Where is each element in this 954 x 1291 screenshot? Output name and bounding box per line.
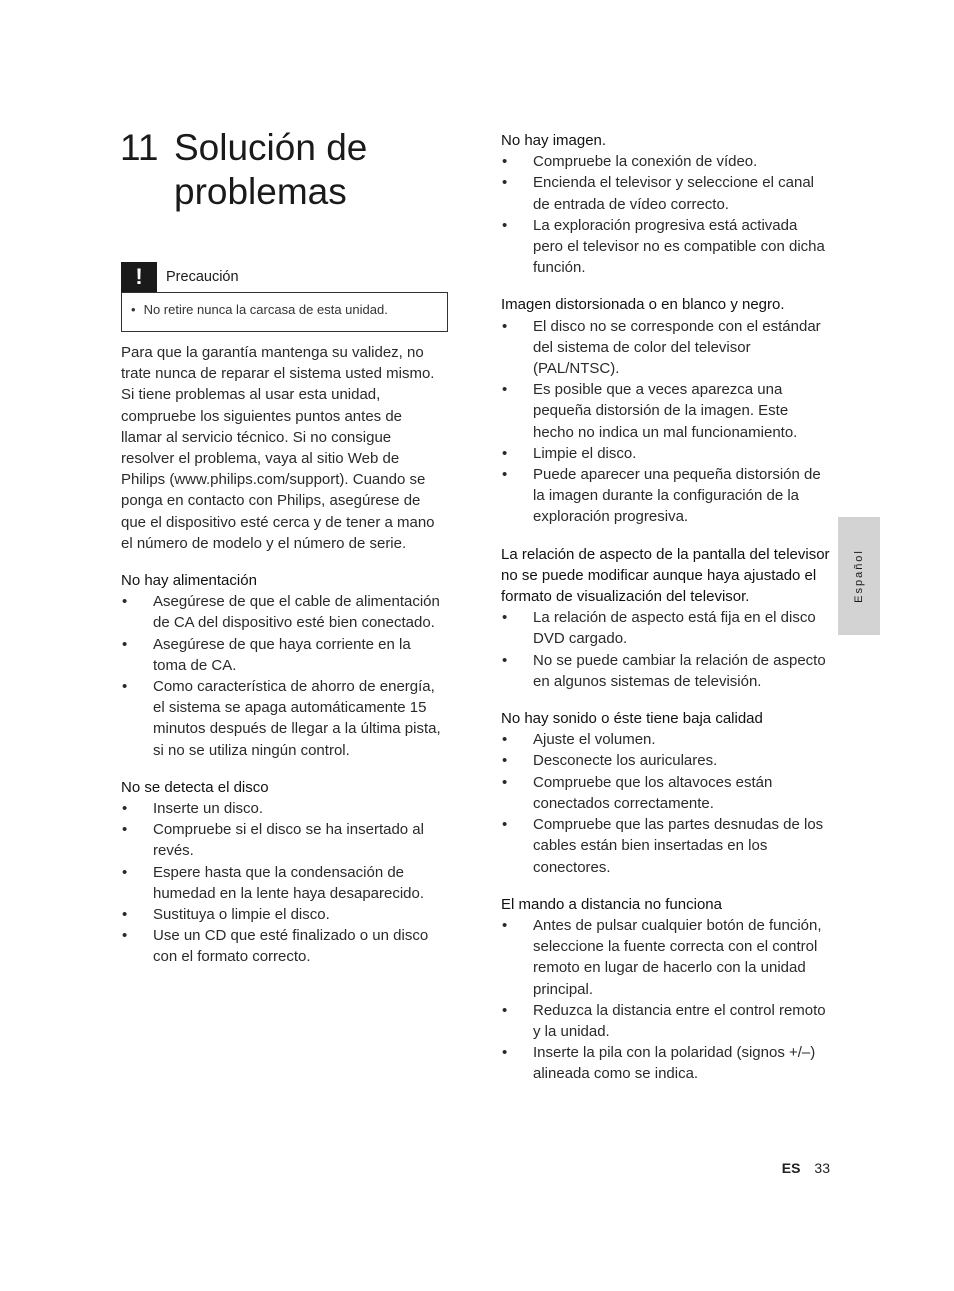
list-item: • Como característica de ahorro de energía, el sistema se apaga automáticamente 15 minutos después de llegar a la última pista, si no se utiliza ningún control. bbox=[121, 676, 447, 761]
bullet-list bbox=[501, 316, 831, 528]
list-item: • Desconecte los auriculares. bbox=[501, 750, 831, 771]
language-tab bbox=[838, 517, 880, 635]
list-item: • Asegúrese de que haya corriente en la toma de CA. bbox=[121, 634, 447, 676]
list-item: • Compruebe que las partes desnudas de los cables están bien insertadas en los conectores. bbox=[501, 814, 831, 878]
section-title: El mando a distancia no funciona bbox=[501, 895, 722, 913]
list-item: • Compruebe si el disco se ha insertado al revés. bbox=[121, 819, 447, 861]
page-number: 33 bbox=[814, 1160, 830, 1176]
right-column bbox=[501, 130, 831, 1101]
list-item: • Encienda el televisor y seleccione el canal de entrada de vídeo correcto. bbox=[501, 172, 831, 214]
bullet-list bbox=[501, 915, 831, 1085]
section-title: Imagen distorsionada o en blanco y negro. bbox=[501, 296, 785, 314]
list-item: • Puede aparecer una pequeña distorsión de la imagen durante la configuración de la exploración progresiva. bbox=[501, 464, 831, 528]
list-item: • Asegúrese de que el cable de alimentación de CA del dispositivo esté bien conectado. bbox=[121, 591, 447, 633]
chapter-title: Solución de problemas bbox=[174, 127, 368, 212]
list-item: • Compruebe que los altavoces están conectados correctamente. bbox=[501, 772, 831, 814]
section-distorted-picture bbox=[501, 294, 831, 527]
list-item: • No se puede cambiar la relación de aspecto en algunos sistemas de televisión. bbox=[501, 650, 831, 692]
section-no-disc bbox=[121, 777, 447, 968]
bullet-list bbox=[501, 607, 831, 692]
left-column bbox=[121, 342, 447, 984]
exclamation-icon: ! bbox=[121, 262, 157, 292]
list-item: • La relación de aspecto está fija en el disco DVD cargado. bbox=[501, 607, 831, 649]
list-item: • Limpie el disco. bbox=[501, 443, 831, 464]
bullet-list bbox=[121, 591, 447, 761]
caution-header bbox=[121, 262, 239, 292]
section-title: No se detecta el disco bbox=[121, 778, 269, 796]
section-no-sound bbox=[501, 708, 831, 878]
list-item: • Es posible que a veces aparezca una pequeña distorsión de la imagen. Este hecho no indica un mal funcionamiento. bbox=[501, 379, 831, 443]
page-title bbox=[120, 126, 460, 214]
section-title: No hay sonido o éste tiene baja calidad bbox=[501, 710, 763, 728]
footer-language-code: ES bbox=[781, 1160, 801, 1176]
bullet-list bbox=[121, 798, 447, 968]
section-remote-control bbox=[501, 894, 831, 1085]
caution-box bbox=[121, 292, 448, 332]
section-title: La relación de aspecto de la pantalla del televisor no se puede modificar aunque haya ajustado el formato de visualización del televisor. bbox=[501, 545, 830, 606]
intro-paragraph: Para que la garantía mantenga su validez, no trate nunca de reparar el sistema usted mismo. Si tiene problemas al usar esta unidad, compruebe los siguientes puntos antes de llamar al servicio técnico. Si no consigue resolver el problema, vaya al sitio Web de Philips (www.philips.com/support). Cuando se ponga en contacto con Philips, asegúrese de que el dispositivo esté cerca y de tener a mano el número de modelo y el número de serie. bbox=[121, 344, 435, 552]
page-footer bbox=[760, 1160, 830, 1176]
caution-label: Precaución bbox=[166, 269, 239, 285]
list-item: • Compruebe la conexión de vídeo. bbox=[501, 151, 831, 172]
list-item: • El disco no se corresponde con el estándar del sistema de color del televisor (PAL/NTSC). bbox=[501, 316, 831, 380]
list-item: • Inserte un disco. bbox=[121, 798, 447, 819]
bullet-list bbox=[501, 151, 831, 278]
caution-item-text: No retire nunca la carcasa de esta unidad. bbox=[143, 302, 388, 317]
list-item: • Antes de pulsar cualquier botón de función, seleccione la fuente correcta con el control remoto en lugar de hacerlo con la unidad principal. bbox=[501, 915, 831, 1000]
list-item: • Ajuste el volumen. bbox=[501, 729, 831, 750]
list-item: • Inserte la pila con la polaridad (signos +/–) alineada como se indica. bbox=[501, 1042, 831, 1084]
list-item: • Espere hasta que la condensación de humedad en la lente haya desaparecido. bbox=[121, 862, 447, 904]
list-item: • Sustituya o limpie el disco. bbox=[121, 904, 447, 925]
language-tab-label: Español bbox=[853, 549, 866, 603]
section-no-power bbox=[121, 570, 447, 761]
section-aspect-ratio bbox=[501, 544, 831, 692]
section-no-picture bbox=[501, 130, 831, 278]
chapter-number: 11 bbox=[120, 127, 159, 168]
list-item: • Use un CD que esté finalizado o un disco con el formato correcto. bbox=[121, 925, 447, 967]
section-title: No hay imagen. bbox=[501, 132, 607, 149]
caution-item: • No retire nunca la carcasa de esta unidad. bbox=[131, 302, 388, 317]
bullet-list bbox=[501, 729, 831, 877]
list-item: • La exploración progresiva está activada pero el televisor no es compatible con dicha función. bbox=[501, 215, 831, 279]
section-title: No hay alimentación bbox=[121, 572, 257, 590]
list-item: • Reduzca la distancia entre el control remoto y la unidad. bbox=[501, 1000, 831, 1042]
